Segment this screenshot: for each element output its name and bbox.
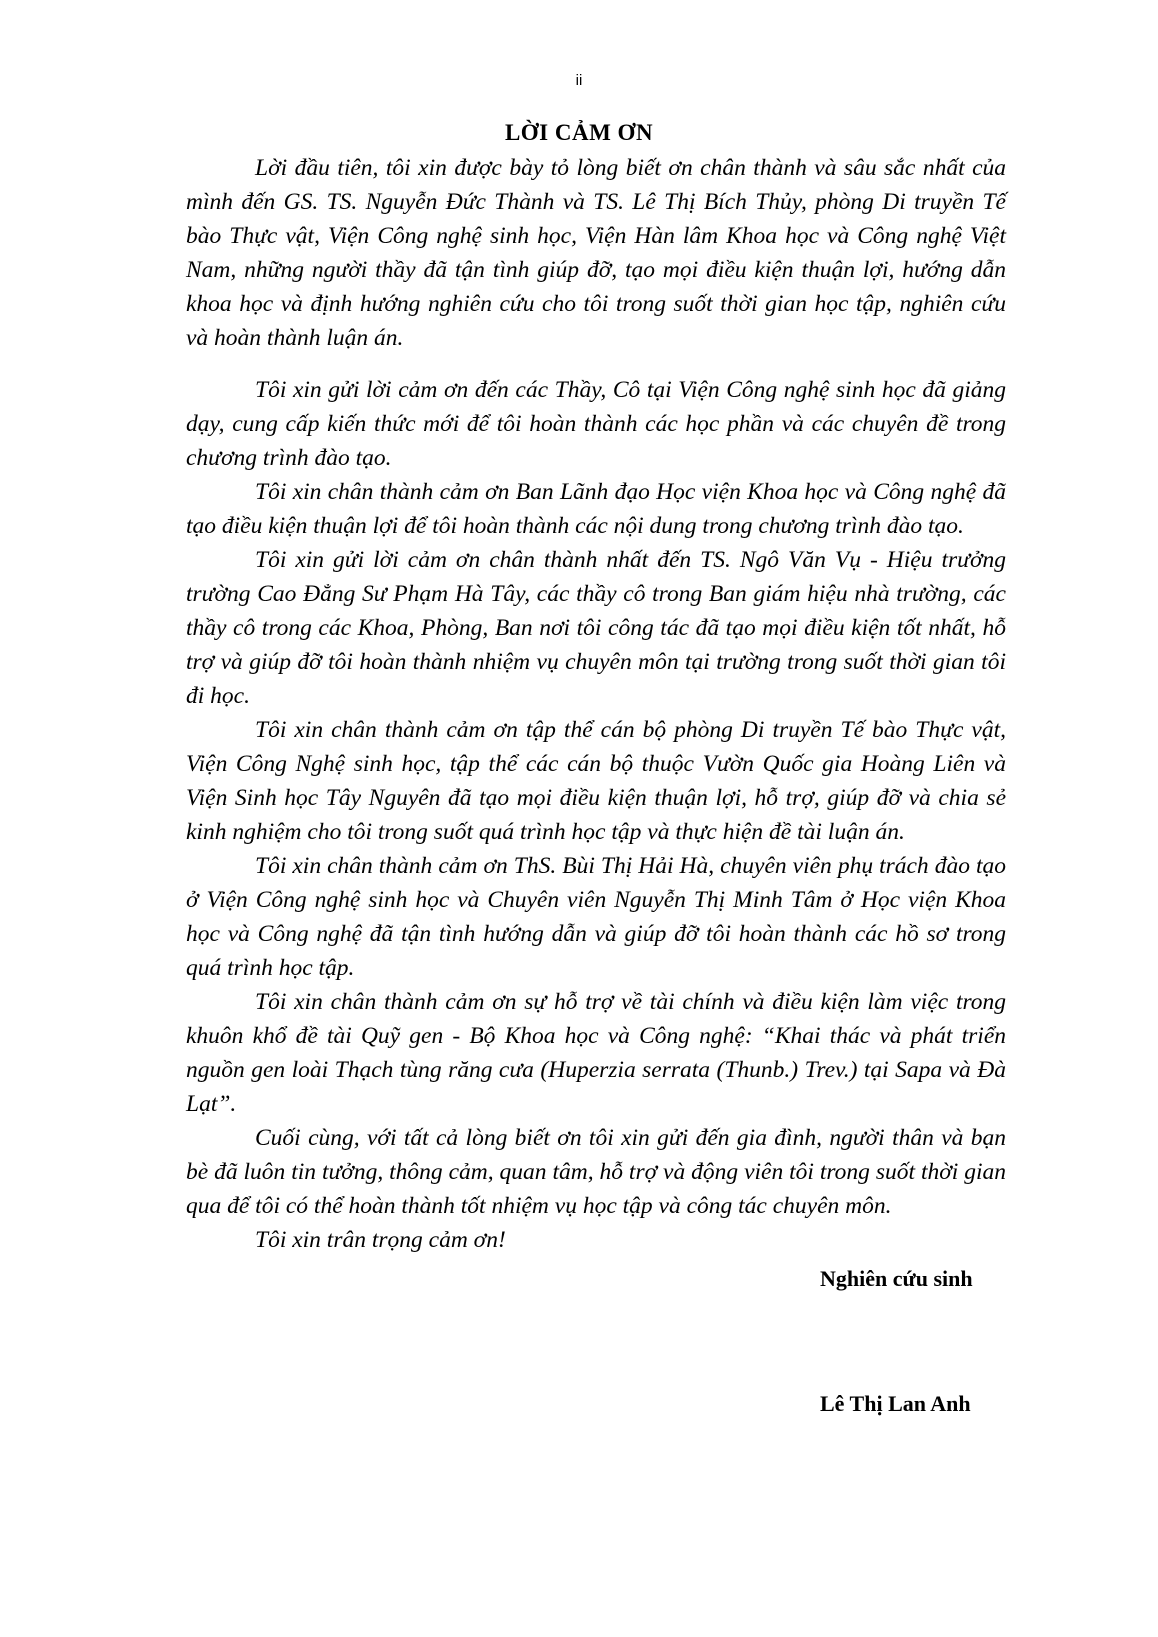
paragraph-5: Tôi xin chân thành cảm ơn tập thể cán bộ phòng Di truyền Tế bào Thực vật, Viện Công Nghệ sinh học, tập thể các cán bộ thuộc Vườn Quốc gia Hoàng Liên và Viện Sinh học Tây Nguyên đã tạo mọi điều kiện thuận lợi, hỗ trợ, giúp đỡ và chia sẻ kinh nghiệm cho tôi trong suốt quá trình học tập và thực hiện đề tài luận án.: [186, 717, 1006, 845]
signature-role: Nghiên cứu sinh: [820, 1266, 973, 1291]
page-number: ii: [575, 72, 583, 89]
paragraph-3: Tôi xin chân thành cảm ơn Ban Lãnh đạo Học viện Khoa học và Công nghệ đã tạo điều kiện thuận lợi để tôi hoàn thành các nội dung trong chương trình đào tạo.: [186, 479, 1006, 539]
paragraph-7: Tôi xin chân thành cảm ơn sự hỗ trợ về tài chính và điều kiện làm việc trong khuôn khổ đề tài Quỹ gen - Bộ Khoa học và Công nghệ: “Khai thác và phát triển nguồn gen loài Thạch tùng răng cưa (Huperzia serrata (Thunb.) Trev.) tại Sapa và Đà Lạt”.: [186, 989, 1006, 1117]
paragraph-1: Lời đầu tiên, tôi xin được bày tỏ lòng biết ơn chân thành và sâu sắc nhất của mình đến GS. TS. Nguyễn Đức Thành và TS. Lê Thị Bích Thủy, phòng Di truyền Tế bào Thực vật, Viện Công nghệ sinh học, Viện Hàn lâm Khoa học và Công nghệ Việt Nam, những người thầy đã tận tình giúp đỡ, tạo mọi điều kiện thuận lợi, hướng dẫn khoa học và định hướng nghiên cứu cho tôi trong suốt thời gian học tập, nghiên cứu và hoàn thành luận án.: [186, 155, 1006, 351]
paragraph-9: Tôi xin trân trọng cảm ơn!: [255, 1227, 506, 1253]
acknowledgement-body: [186, 151, 1006, 1257]
paragraph-6: Tôi xin chân thành cảm ơn ThS. Bùi Thị Hải Hà, chuyên viên phụ trách đào tạo ở Viện Công nghệ sinh học và Chuyên viên Nguyễn Thị Minh Tâm ở Học viện Khoa học và Công nghệ đã tận tình hướng dẫn và giúp đỡ tôi hoàn thành các hồ sơ trong quá trình học tập.: [186, 853, 1006, 981]
signature-name: Lê Thị Lan Anh: [820, 1391, 971, 1416]
paragraph-8: Cuối cùng, với tất cả lòng biết ơn tôi xin gửi đến gia đình, người thân và bạn bè đã luôn tin tưởng, thông cảm, quan tâm, hỗ trợ và động viên tôi trong suốt thời gian qua để tôi có thể hoàn thành tốt nhiệm vụ học tập và công tác chuyên môn.: [186, 1125, 1006, 1219]
paragraph-4: Tôi xin gửi lời cảm ơn chân thành nhất đến TS. Ngô Văn Vụ - Hiệu trưởng trường Cao Đẳng Sư Phạm Hà Tây, các thầy cô trong Ban giám hiệu nhà trường, các thầy cô trong các Khoa, Phòng, Ban nơi tôi công tác đã tạo mọi điều kiện tốt nhất, hỗ trợ và giúp đỡ tôi hoàn thành nhiệm vụ chuyên môn tại trường trong suốt thời gian tôi đi học.: [186, 547, 1006, 709]
page-title: LỜI CẢM ƠN: [504, 120, 654, 145]
paragraph-2: Tôi xin gửi lời cảm ơn đến các Thầy, Cô tại Viện Công nghệ sinh học đã giảng dạy, cung cấp kiến thức mới để tôi hoàn thành các học phần và các chuyên đề trong chương trình đào tạo.: [186, 377, 1006, 471]
